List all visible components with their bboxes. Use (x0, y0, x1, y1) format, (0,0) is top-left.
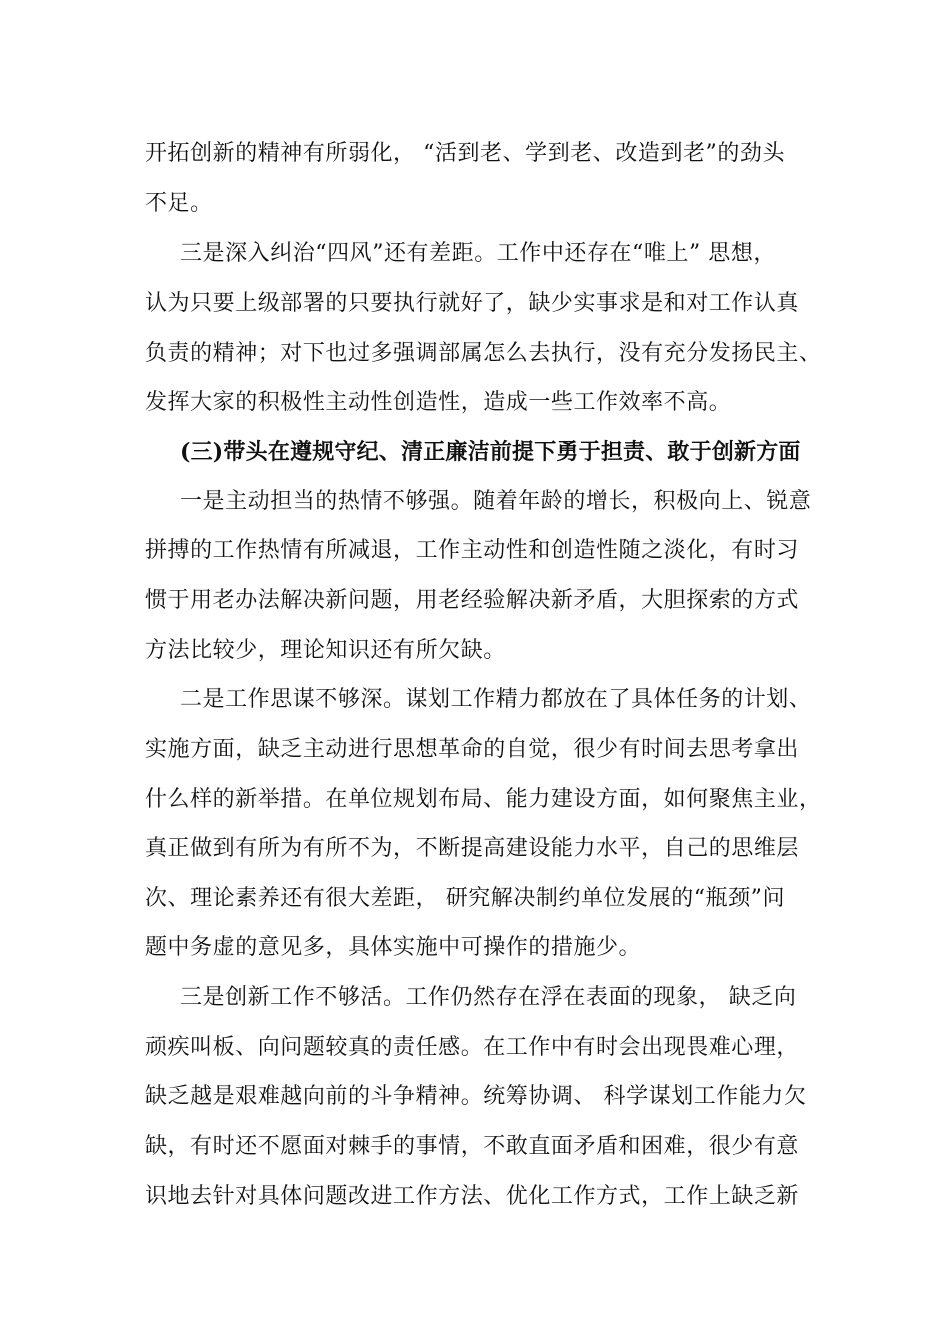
text-line: 题中务虚的意见多，具体实施中可操作的措施少。 (145, 935, 642, 960)
text-line: 什么样的新举措。在单位规划布局、能力建设方面，如何聚焦主业， (145, 787, 822, 812)
text-line: 拼搏的工作热情有所减退，工作主动性和创造性随之淡化，有时习 (145, 538, 799, 563)
text-line: 真正做到有所为有所不为，不断提高建设能力水平，自己的思维层 (145, 836, 799, 861)
text-line: 方法比较少，理论知识还有所欠缺。 (145, 638, 506, 663)
section-heading: (三)带头在遵规守纪、清正廉洁前提下勇于担责、敢于创新方面 (180, 439, 801, 465)
text-line: 负责的精神；对下也过多强调部属怎么去执行，没有充分发扬民主、 (145, 341, 822, 366)
text-line: 次、理论素养还有很大差距， 研究解决制约单位发展的“瓶颈”问 (145, 886, 785, 911)
text-line: 认为只要上级部署的只要执行就好了，缺少实事求是和对工作认真 (145, 291, 799, 316)
text-line: 缺，有时还不愿面对棘手的事情，不敢直面矛盾和困难，很少有意 (145, 1134, 799, 1159)
text-line: 顽疾叫板、向问题较真的责任感。在工作中有时会出现畏难心理， (145, 1035, 799, 1060)
text-line: 发挥大家的积极性主动性创造性，造成一些工作效率不高。 (145, 390, 732, 415)
text-line: 缺乏越是艰难越向前的斗争精神。统筹协调、 科学谋划工作能力欠 (145, 1084, 807, 1109)
paragraph-first-line: 三是深入纠治“四风”还有差距。工作中还存在“唯上” 思想， (180, 241, 776, 266)
text-line: 惯于用老办法解决新问题，用老经验解决新矛盾，大胆探索的方式 (145, 588, 799, 613)
text-line: 实施方面，缺乏主动进行思想革命的自觉，很少有时间去思考拿出 (145, 737, 799, 762)
text-line: 开拓创新的精神有所弱化， “活到老、学到老、改造到老”的劲头 (145, 141, 785, 166)
paragraph-first-line: 三是创新工作不够活。工作仍然存在浮在表面的现象， 缺乏向 (180, 985, 797, 1010)
paragraph-first-line: 二是工作思谋不够深。谋划工作精力都放在了具体任务的计划、 (180, 687, 812, 712)
paragraph-first-line: 一是主动担当的热情不够强。随着年龄的增长，积极向上、锐意 (180, 489, 812, 514)
text-line: 识地去针对具体问题改进工作方法、优化工作方式，工作上缺乏新 (145, 1184, 799, 1209)
text-line: 不足。 (145, 191, 213, 216)
